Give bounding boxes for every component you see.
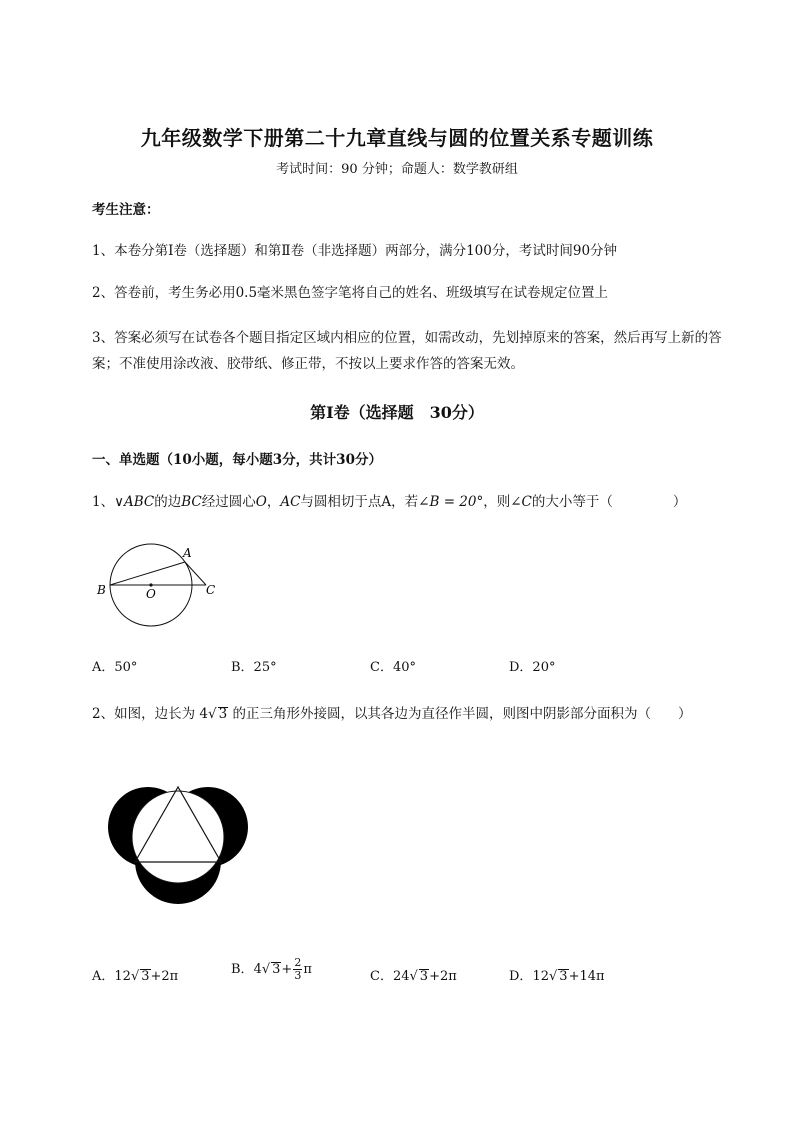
q2-option-c-label: C． <box>370 969 393 984</box>
question-1 <box>92 492 686 512</box>
label-b: B <box>97 583 106 597</box>
q2-option-d[interactable] <box>509 965 605 984</box>
fraction-numerator: 2 <box>294 956 302 969</box>
q2-option-a-rest: +2π <box>150 969 179 984</box>
q2-option-a-label: A． <box>92 969 115 984</box>
q1-text-5: ，则 <box>483 494 511 510</box>
line-ac <box>185 562 206 585</box>
q1-angle-c: ∠C <box>510 494 532 510</box>
q1-o: O <box>255 494 267 510</box>
section-title: 第Ⅰ卷（选择题 30分） <box>310 403 484 422</box>
notice-item-2: 2、答卷前，考生务必用0.5毫米黑色签字笔将自己的姓名、班级填写在试卷规定位置上 <box>92 285 609 301</box>
q2-number: 2、 <box>92 706 115 722</box>
q1-figure <box>90 535 230 635</box>
q2-option-b-plus: + <box>281 962 293 977</box>
q2-option-c[interactable] <box>370 965 457 984</box>
q1-text-4: 与圆相切于点A，若 <box>300 494 419 510</box>
q2-option-d-label: D． <box>509 969 533 984</box>
line-ba <box>110 562 185 585</box>
label-c: C <box>206 583 216 597</box>
exam-info: 考试时间：90 分钟；命题人：数学教研组 <box>276 162 518 177</box>
q2-option-b-radicand: 3 <box>272 962 281 977</box>
q2-option-a-radicand: 3 <box>141 969 150 984</box>
q2-option-d-rest: +14π <box>568 969 605 984</box>
fraction <box>293 957 302 982</box>
notice-item-1: 1、本卷分第Ⅰ卷（选择题）和第Ⅱ卷（非选择题）两部分，满分100分，考试时间90分钟 <box>92 243 618 259</box>
label-o: O <box>146 587 156 601</box>
q2-option-b[interactable] <box>231 957 312 982</box>
q1-option-a[interactable]: A．50° <box>92 660 138 675</box>
q1-text-7: ） <box>672 494 687 510</box>
q2-option-c-radicand: 3 <box>419 969 429 984</box>
q2-option-c-rest: +2π <box>429 969 457 984</box>
notice-heading: 考生注意： <box>92 202 160 218</box>
q2-option-b-label: B． <box>231 962 254 977</box>
triangle-symbol: ∨ <box>114 494 124 510</box>
q1-number: 1、 <box>92 494 115 510</box>
q2-option-b-coef: 4 <box>253 962 262 977</box>
q1-option-c[interactable]: C．40° <box>370 660 416 675</box>
sqrt-symbol: √ <box>548 969 558 984</box>
part-heading: 一、单选题（10小题，每小题3分，共计30分） <box>92 452 382 468</box>
q1-text-2: 经过圆心 <box>201 494 256 510</box>
sqrt-symbol: √ <box>130 969 140 984</box>
q2-text-1: 如图，边长为 <box>114 706 196 722</box>
sqrt-symbol: √ <box>409 969 418 984</box>
q2-figure <box>100 768 260 928</box>
notice-item-3: 3、答案必须写在试卷各个题目指定区域内相应的位置，如需改动，先划掉原来的答案，然后再写上新的答案；不准使用涂改液、胶带纸、修正带，不按以上要求作答的答案无效。 <box>92 330 722 372</box>
q2-option-d-coef: 12 <box>532 969 549 984</box>
label-a: A <box>183 546 192 560</box>
q1-text-6: 的大小等于（ <box>531 494 613 510</box>
q1-text-3: ， <box>266 494 281 510</box>
q1-angle-b: ∠B = 20° <box>418 494 484 510</box>
fraction-denominator: 3 <box>294 969 302 982</box>
q2-option-b-rest: π <box>303 962 312 977</box>
q1-option-b[interactable]: B．25° <box>231 660 277 675</box>
q1-abc: ABC <box>123 494 155 510</box>
q1-option-d[interactable]: D．20° <box>509 660 556 675</box>
q2-side-coef: 4 <box>199 706 208 722</box>
question-2 <box>92 704 691 724</box>
circumcircle <box>132 791 224 883</box>
q1-text-1: 的边 <box>154 494 182 510</box>
q2-text-2: 的正三角形外接圆，以其各边为直径作半圆，则图中阴影部分面积为（ ） <box>232 706 692 722</box>
q2-option-a-coef: 12 <box>114 969 131 984</box>
page-title: 九年级数学下册第二十九章直线与圆的位置关系专题训练 <box>140 126 654 150</box>
q1-bc: BC <box>181 494 202 510</box>
q2-option-c-coef: 24 <box>392 969 410 984</box>
q1-ac: AC <box>280 494 301 510</box>
sqrt-symbol: √ <box>261 962 271 977</box>
q2-side-radicand: 3 <box>218 706 228 722</box>
q2-option-a[interactable] <box>92 965 178 984</box>
sqrt-symbol: √ <box>207 706 217 722</box>
q2-option-d-radicand: 3 <box>559 969 568 984</box>
